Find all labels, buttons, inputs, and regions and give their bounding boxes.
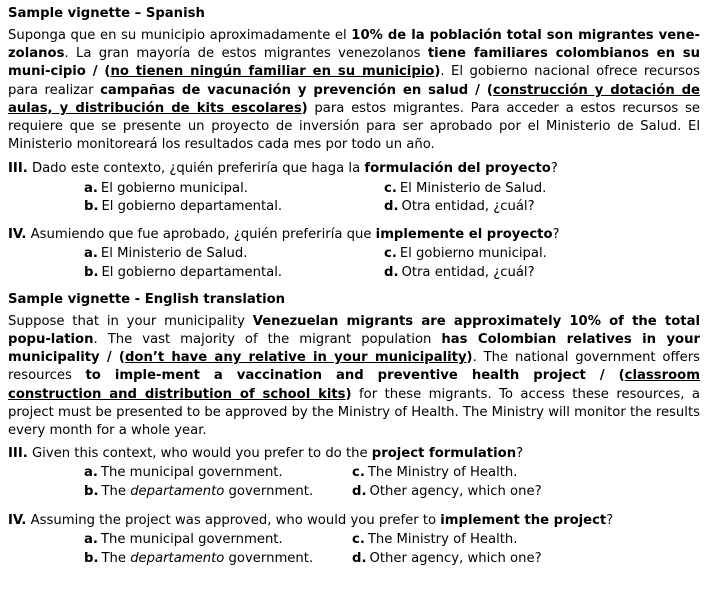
option-label: c. (352, 465, 365, 481)
option-label: d. (352, 484, 367, 500)
question-text (8, 512, 700, 530)
option-label: d. (384, 198, 399, 214)
option-text: Other agency, which one? (369, 484, 542, 500)
option-label: a. (84, 465, 98, 481)
question-text (8, 160, 700, 178)
option-label: c. (352, 532, 365, 548)
option-label: c. (384, 246, 397, 262)
option-b[interactable] (84, 198, 384, 216)
span-text: para estos migrantes. Para acceder a estos recursos se requiere que se presente un proyecto de inversión para ser aprobado por el Ministerio de Salud. El Ministerio monitoreará los resultados cada mes por todo un año. (8, 100, 700, 153)
option-label: d. (384, 264, 399, 280)
question-suffix: ? (552, 227, 560, 243)
question-text (8, 226, 700, 244)
option-label: c. (384, 180, 397, 196)
span-bold: campañas de vacunación y prevención en salud / ( (100, 82, 493, 98)
option-d[interactable] (384, 264, 700, 282)
question-body: Given this context, who would you prefer to do the (31, 446, 372, 462)
option-label: b. (84, 484, 99, 500)
question-emphasis: project formulation (371, 446, 517, 462)
span-bold-underline: no tienen ningún familiar en su municipio (110, 64, 435, 80)
option-c[interactable] (352, 464, 700, 483)
option-text: El Ministerio de Salud. (100, 246, 248, 262)
question-emphasis: implemente el proyecto (375, 227, 553, 243)
question-suffix: ? (550, 161, 558, 177)
span-bold-underline: construcción y dotación de aulas, y distribución de kits escolares (8, 82, 700, 116)
question-block-es-3 (8, 160, 700, 216)
question-body: Asumiendo que fue aprobado, ¿quién preferiría que (30, 227, 376, 243)
option-c[interactable] (384, 180, 700, 198)
span-text: Suponga que en su municipio aproximadamente el (8, 27, 352, 43)
span-bold: tiene familiares colombianos en su muni-cipio / ( (8, 46, 700, 80)
option-text: Otra entidad, ¿cuál? (401, 264, 535, 280)
question-text (8, 445, 700, 463)
option-b[interactable] (84, 550, 352, 569)
option-a[interactable] (84, 180, 384, 198)
option-text: The Ministry of Health. (367, 532, 518, 548)
span-bold: ) (466, 350, 473, 366)
answer-options (8, 531, 700, 568)
option-label: a. (84, 180, 98, 196)
option-a[interactable] (84, 531, 352, 550)
span-text: Suppose that in your municipality (8, 313, 253, 329)
question-emphasis: formulación del proyecto (364, 161, 551, 177)
question-number: III. (8, 161, 28, 177)
span-text: . El gobierno nacional ofrece recursos para realizar (8, 64, 700, 98)
option-label: d. (352, 550, 367, 566)
span-bold-underline: don’t have any relative in your municipality (124, 350, 467, 366)
option-text: The Ministry of Health. (367, 465, 518, 481)
option-text: The municipal government. (100, 465, 283, 481)
option-b[interactable] (84, 483, 352, 502)
question-number: IV. (8, 512, 27, 528)
option-d[interactable] (352, 483, 700, 502)
answer-options (8, 464, 700, 501)
option-text-italic: departamento (130, 550, 225, 566)
question-number: III. (8, 446, 28, 462)
option-text: El gobierno municipal. (100, 180, 248, 196)
option-label: a. (84, 532, 98, 548)
option-text: Otra entidad, ¿cuál? (401, 198, 535, 214)
option-text-italic: departamento (130, 484, 225, 500)
option-b[interactable] (84, 264, 384, 282)
option-label: b. (84, 198, 99, 214)
span-bold: to imple-ment a vaccination and preventive health project / ( (85, 368, 625, 384)
answer-options (8, 180, 700, 216)
question-body: Dado este contexto, ¿quién preferiría que haga la (31, 161, 365, 177)
option-c[interactable] (352, 531, 700, 550)
option-label: b. (84, 264, 99, 280)
span-bold: 10% de la población total son migrantes vene-zolanos (8, 27, 700, 62)
option-text-post: government. (224, 484, 314, 500)
question-block-en-3 (8, 445, 700, 502)
option-text: Other agency, which one? (369, 550, 542, 566)
question-suffix: ? (516, 446, 524, 462)
spanish-vignette-paragraph (8, 27, 700, 155)
span-bold-underline: classroom construction and distribution of school kits (8, 368, 700, 402)
option-label: a. (84, 246, 98, 262)
span-text: . The national government offers resources (8, 350, 700, 384)
option-text-post: government. (224, 550, 314, 566)
span-text: for these migrants. To access these resources, a project must be presented to be approved by the Ministry of Health. The Ministry will monitor the results every month for a whole year. (8, 386, 700, 438)
option-text-pre: The (101, 550, 131, 566)
span-bold: has Colombian relatives in your municipality / ( (8, 331, 700, 366)
option-text-pre: The (101, 484, 131, 500)
span-text: . The vast majority of the migrant population (93, 331, 442, 347)
question-emphasis: implement the project (440, 512, 607, 528)
question-body: Assuming the project was approved, who would you prefer to (30, 512, 441, 528)
option-text: El Ministerio de Salud. (399, 180, 547, 196)
question-number: IV. (8, 227, 27, 243)
span-text: . La gran mayoría de estos migrantes venezolanos (64, 46, 428, 62)
english-section-title: Sample vignette - English translation (8, 291, 286, 307)
option-label: b. (84, 550, 99, 566)
english-vignette-paragraph (8, 313, 700, 441)
answer-options (8, 245, 700, 281)
span-bold: ) (434, 64, 441, 80)
option-text: El gobierno municipal. (399, 246, 547, 262)
span-bold: ) (345, 386, 352, 402)
option-d[interactable] (384, 198, 700, 216)
span-bold: Venezuelan migrants are approximately 10% of the total popu-lation (8, 313, 700, 347)
question-block-en-4 (8, 512, 700, 569)
spanish-section-title: Sample vignette – Spanish (8, 6, 205, 21)
option-a[interactable] (84, 464, 352, 483)
question-suffix: ? (606, 512, 614, 528)
option-text: El gobierno departamental. (101, 264, 283, 280)
option-text: El gobierno departamental. (101, 198, 283, 214)
option-d[interactable] (352, 550, 700, 569)
option-text: The municipal government. (100, 532, 283, 548)
option-c[interactable] (384, 245, 700, 263)
span-bold: ) (301, 100, 308, 116)
option-a[interactable] (84, 245, 384, 263)
question-block-es-4 (8, 226, 700, 282)
